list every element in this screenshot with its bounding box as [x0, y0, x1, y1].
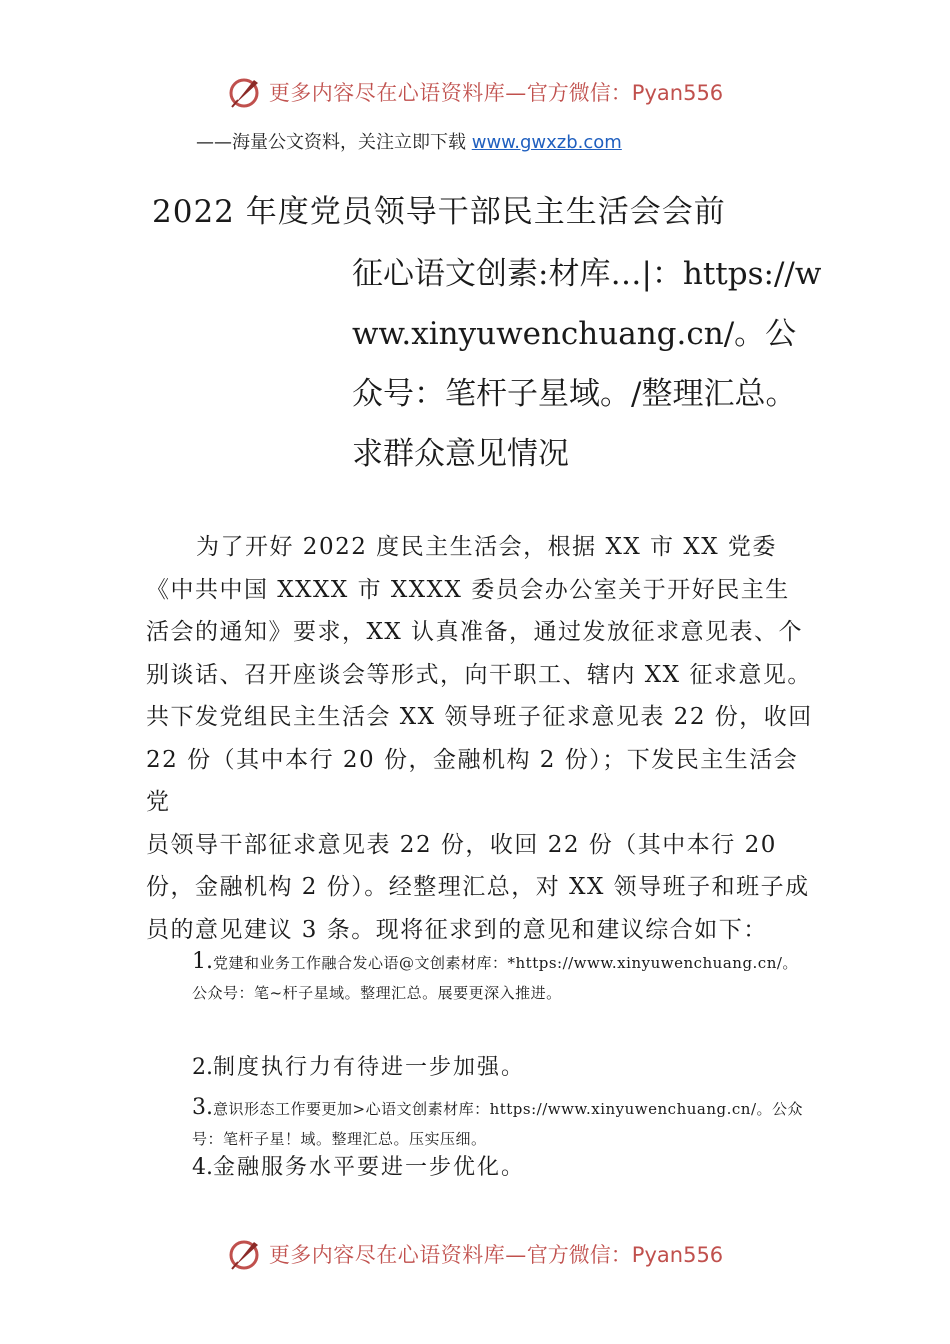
list-item-text: 金融服务水平要进一步优化。: [213, 1155, 526, 1180]
list-item: [192, 1150, 812, 1181]
list-item-number: 3.: [192, 1095, 213, 1120]
list-item-text: 制度执行力有待进一步加强。: [213, 1055, 526, 1080]
list-item-text: 党建和业务工作融合发心语@文创素材库：*https://www.xinyuwenchuang.cn/。公众号：笔~杆子星域。整理汇总。展要更深入推进。: [192, 954, 798, 1002]
header-banner: [0, 70, 950, 114]
list-item-text: 意识形态工作要更加>心语文创素材库：https://www.xinyuwenchuang.cn/。公众号：笔杆子星！域。整理汇总。压实压细。: [192, 1100, 803, 1148]
quill-logo-icon: [227, 74, 263, 110]
footer-banner: [0, 1232, 950, 1276]
list-item: [192, 1050, 812, 1081]
banner-text: 更多内容尽在心语资料库—: [268, 1243, 527, 1267]
download-note: [196, 128, 622, 154]
page-title: 2022 年度党员领导干部民主生活会会前: [152, 194, 726, 230]
list-item-number: 2.: [192, 1055, 213, 1080]
banner-text: 更多内容尽在心语资料库—: [268, 81, 527, 105]
paragraph-1: 为了开好 2022 度民主生活会，根据 XX 市 XX 党委《中共中国 XXXX 市 XXXX 委员会办公室关于开好民主生活会的通知》要求，XX 认真准备，通过发放征求意见表、个别谈话、召开座谈会等形式，向干职工、辖内 XX 征求意见。共下发党组民主生活会 XX 领导班子征求意见表 22 份，收回 22 份（其中本行 20 份，金融机构 2 份）；下发民主生活会党: [146, 534, 813, 815]
banner-wechat: 官方微信：Pyan556: [526, 1243, 724, 1267]
site-link[interactable]: www.gwxzb.com: [471, 132, 622, 153]
body-paragraph: [146, 526, 814, 951]
list-item-number: 1.: [192, 949, 213, 974]
download-note-text: ——海量公文资料，关注立即下载: [196, 132, 466, 153]
list-item: [192, 948, 812, 1008]
list-item-number: 4.: [192, 1155, 213, 1180]
quill-logo-icon: [227, 1236, 263, 1272]
paragraph-2: 员领导干部征求意见表 22 份，收回 22 份（其中本行 20 份，金融机构 2 份）。经整理汇总，对 XX 领导班子和班子成员的意见建议 3 条。现将征求到的意见和建议综合如下：: [146, 831, 810, 943]
page-title-continued: 征心语文创素:材库…|：https://www.xinyuwenchuang.cn/。公众号：笔杆子星域。/整理汇总。求群众意见情况: [352, 256, 822, 472]
banner-wechat: 官方微信：Pyan556: [526, 81, 724, 105]
list-item: [192, 1094, 812, 1154]
